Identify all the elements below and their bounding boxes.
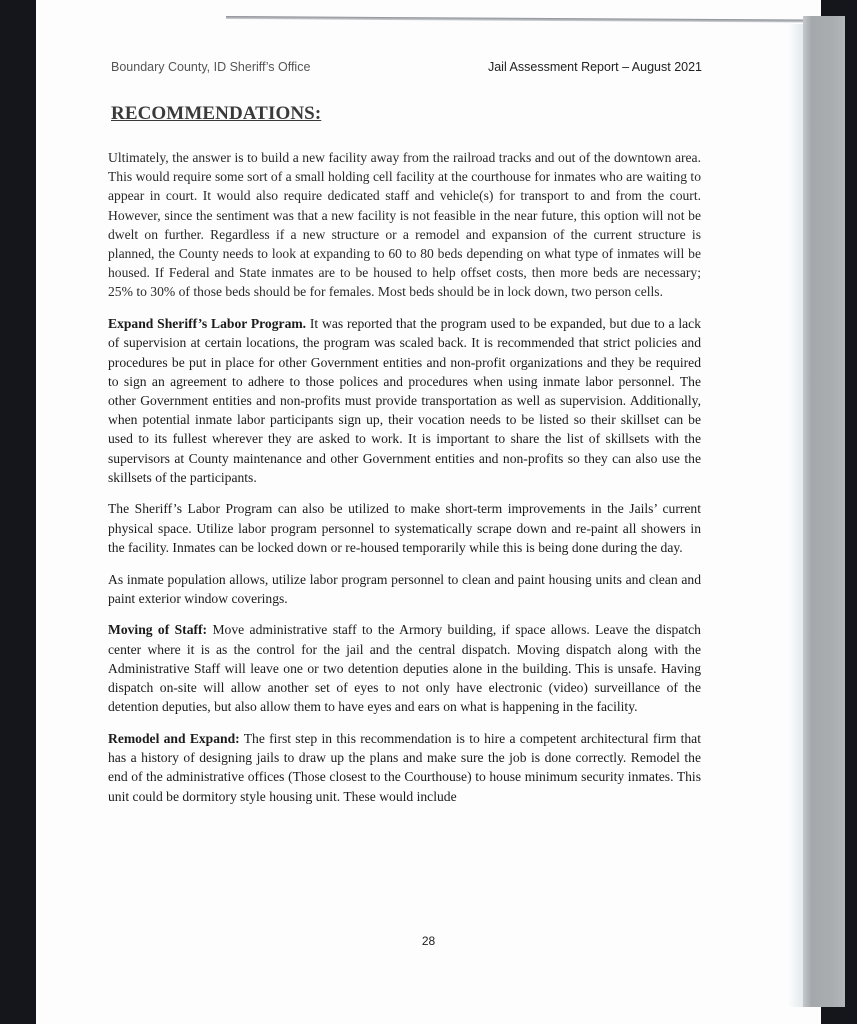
header-organization: Boundary County, ID Sheriff’s Office [111,60,311,74]
paragraph-text: Move administrative staff to the Armory building, if space allows. Leave the dispatch center where it is as the control for the jail and the central dispatch. Moving dispatch along with the Administrative Staff will leave one or two detention deputies alone in the building. This is unsafe. Having dispatch on-site will allow another set of eyes to not only have electronic (video) surveillance of the detention deputies, but also allow them to have eyes and ears on what is happening in the facility. [108,622,701,715]
paragraph-text: The first step in this recommendation is to hire a competent architectural firm that has a history of designing jails to draw up the plans and make sure the job is done correctly. Remodel the end of the administrative offices (Those closest to the Courthouse) to house minimum security inmates. This unit could be dormitory style housing unit. These would include [108,730,701,804]
body-text [108,148,701,818]
section-title: RECOMMENDATIONS: [111,103,322,124]
paragraph-remodel-expand [108,729,701,806]
running-header [111,60,702,80]
page-top-edge [226,16,804,23]
paragraph-housing-units [108,570,701,608]
page-side-shadow [788,24,803,1007]
paragraph-intro [108,148,701,302]
paragraph-text: It was reported that the program used to be expanded, but due to a lack of supervision at certain locations, the program was scaled back. It is recommended that strict policies and procedures be put in place for other Government entities and non-profit organizations and they be required to sign an agreement to adhere to those polices and procedures when using inmate labor personnel. The other Government entities and non-profits must provide transportation as well as supervision. Additionally, when potential inmate labor participants sign up, their vocation needs to be listed so their skillset can be used to its fullest wherever they are asked to work. It is important to share the list of skillsets with the supervisors at County maintenance and other Government entities and non-profits so they can also use the skillsets of the participants. [108,316,701,485]
paragraph-lead: Moving of Staff: [108,622,208,638]
paragraph-text: Ultimately, the answer is to build a new facility away from the railroad tracks and out of the downtown area. This would require some sort of a small holding cell facility at the courthouse for inmates who are waiting to appear in court. It would also require dedicated staff and vehicle(s) for transport to and from the court. However, since the sentiment was that a new facility is not feasible in the near future, this option will not be dwelt on further. Regardless if a new structure or a remodel and expansion of the current structure is planned, the County needs to look at expanding to 60 to 80 beds depending on what type of inmates will be housed. If Federal and State inmates are to be housed to help offset costs, then more beds are necessary; 25% to 30% of those beds should be for females. Most beds should be in lock down, two person cells. [108,150,701,300]
paragraph-labor-program [108,314,701,487]
document-page [36,0,821,1024]
scan-binding-strip [803,16,845,1007]
paragraph-short-term-improvements [108,499,701,557]
paragraph-text: As inmate population allows, utilize labor program personnel to clean and paint housing units and clean and paint exterior window coverings. [108,571,701,606]
paragraph-moving-staff [108,620,701,716]
page-number: 28 [421,934,436,948]
paragraph-lead: Expand Sheriff’s Labor Program. [108,316,307,332]
header-report-title: Jail Assessment Report – August 2021 [487,60,702,74]
paragraph-text: The Sheriff’s Labor Program can also be utilized to make short-term improvements in the Jails’ current physical space. Utilize labor program personnel to systematically scrape down and re-paint all showers in the facility. Inmates can be locked down or re-housed temporarily while this is being done during the day. [108,501,701,555]
paragraph-lead: Remodel and Expand: [108,730,240,746]
